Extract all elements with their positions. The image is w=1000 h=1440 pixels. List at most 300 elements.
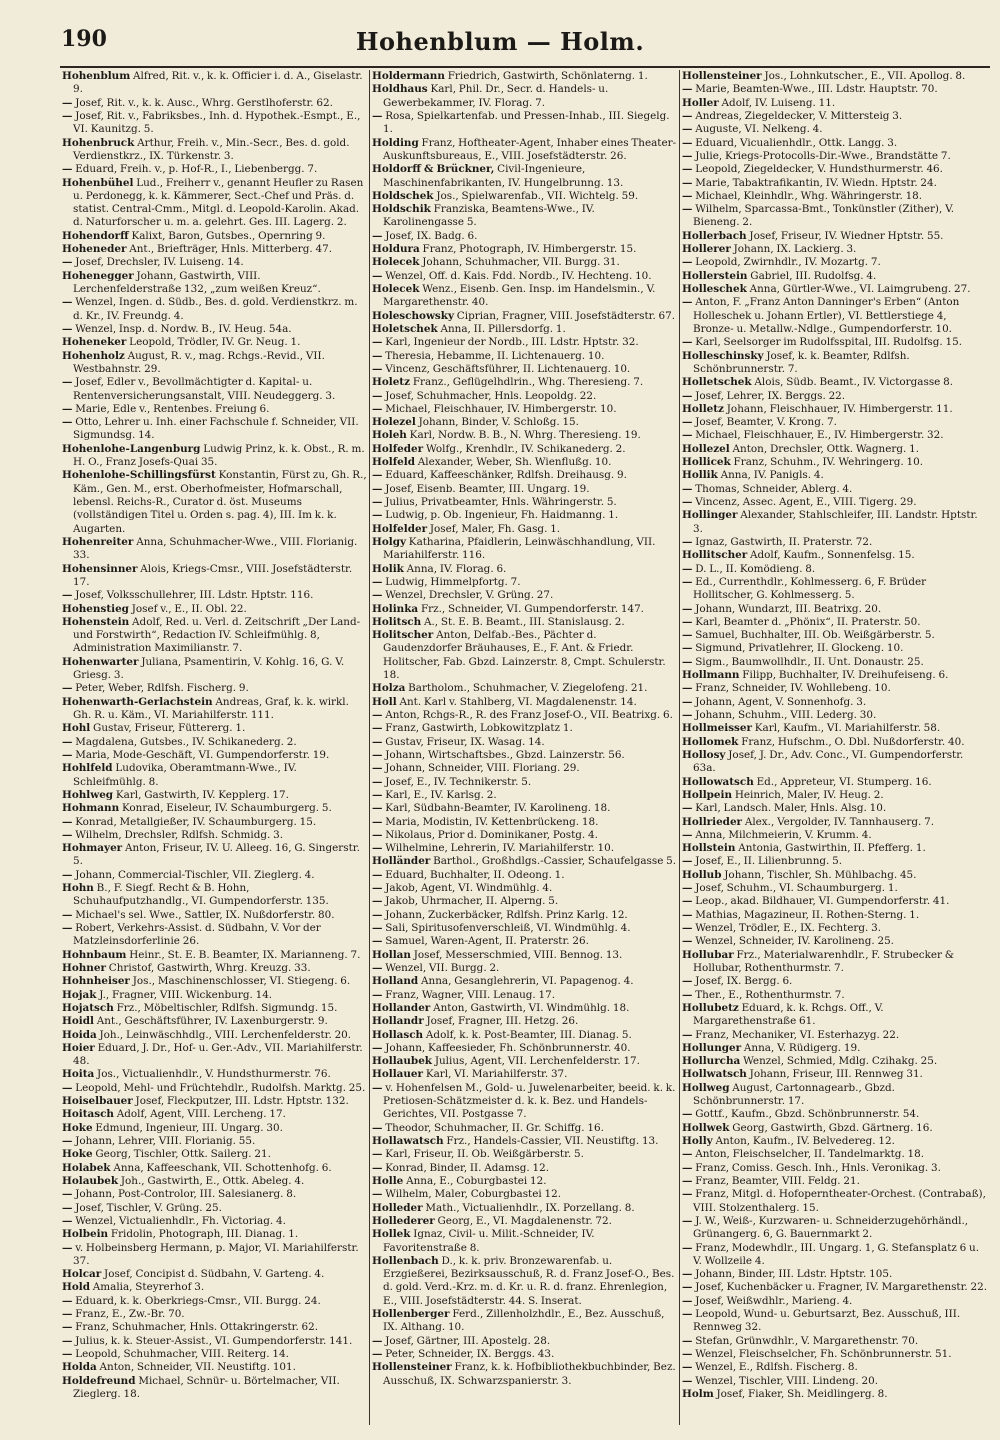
- entry-surname: —: [682, 655, 693, 668]
- directory-entry: [372, 230, 678, 243]
- directory-entry: [682, 150, 988, 163]
- entry-surname: —: [372, 908, 383, 921]
- entry-surname: Hollurcha: [682, 1055, 741, 1068]
- entry-surname: Hollaubek: [372, 1055, 433, 1068]
- entry-surname: —: [372, 815, 383, 828]
- entry-details: Michael's sel. Wwe., Sattler, IX. Nußdorferstr. 80.: [72, 908, 335, 921]
- entry-details: Alois, Südb. Beamt., IV. Victorgasse 8.: [751, 376, 954, 389]
- page-title: Hohenblum — Holm.: [355, 27, 645, 56]
- entry-surname: —: [372, 362, 383, 375]
- entry-surname: Holetschek: [372, 322, 438, 335]
- entry-details: Johann, Lehrer, VIII. Florianig. 55.: [72, 1135, 256, 1147]
- entry-details: Josef, Maler, Fh. Gasg. 1.: [427, 522, 561, 535]
- directory-entry: [682, 949, 988, 976]
- directory-entry: [682, 669, 988, 682]
- entry-surname: Hoidl: [62, 1015, 94, 1028]
- entry-details: Franz, Modewhdlr., III. Ungarg. 1, G. Stefansplatz 6 u. V. Wollzeile 4.: [692, 1241, 980, 1267]
- entry-details: Ant., Geschäftsführer, IV. Laxenburgerstr. 9.: [93, 1015, 328, 1028]
- entry-details: Eduard, Buchhalter, II. Odeong. 1.: [382, 868, 565, 881]
- directory-entry: [682, 1188, 988, 1215]
- column-2: [372, 70, 678, 1425]
- entry-surname: Hollederer: [372, 1214, 435, 1227]
- entry-surname: —: [682, 975, 693, 988]
- directory-entry: [372, 935, 678, 948]
- directory-entry: [682, 1135, 988, 1148]
- entry-details: Jos., Spielwarenfab., VII. Wichtelg. 59.: [433, 189, 639, 202]
- entry-details: Samuel, Waren-Agent, II. Praterstr. 26.: [382, 935, 589, 948]
- entry-details: Franziska, Beamtens-Wwe., IV. Karolinengasse 5.: [383, 203, 595, 229]
- entry-surname: —: [372, 988, 383, 1001]
- entry-details: Karl, Nordw. B. B., N. Whrg. Theresieng. 19.: [406, 429, 641, 442]
- entry-surname: Holdhaus: [372, 83, 428, 96]
- entry-surname: Hollerbach: [682, 229, 747, 242]
- directory-entry: [682, 1242, 988, 1269]
- directory-entry: [372, 1228, 678, 1255]
- directory-entry: [682, 736, 988, 749]
- directory-entry: [682, 776, 988, 789]
- directory-entry: [682, 1002, 988, 1029]
- entry-surname: Holfeld: [372, 456, 415, 469]
- entry-details: Anton, F. „Franz Anton Danninger's Erben“ (Anton Holleschek u. Johann Ertler), VI. Bettlerstiege 4, Bronze- u. Metallw.-Ndlge., Gumpendorferstr. 10.: [692, 296, 960, 335]
- directory-entry: [372, 137, 678, 164]
- entry-surname: Hollik: [682, 469, 718, 482]
- directory-entry: [62, 762, 367, 789]
- directory-entry: [682, 509, 988, 536]
- directory-entry: [682, 909, 988, 922]
- entry-details: Anton, Schneider, VII. Neustiftg. 101.: [96, 1361, 296, 1374]
- entry-details: Anna, Milchmeierin, V. Krumm. 4.: [692, 828, 872, 841]
- entry-surname: Holecek: [372, 256, 420, 269]
- entry-surname: —: [682, 189, 693, 202]
- directory-entry: [372, 270, 678, 283]
- entry-details: Bartholom., Schuhmacher, V. Ziegelofeng. 21.: [405, 682, 648, 695]
- entry-details: Josef, Lehrer, IX. Berggs. 22.: [692, 389, 846, 402]
- directory-entry: [682, 469, 988, 482]
- directory-entry: [682, 270, 988, 283]
- entry-surname: —: [372, 1188, 383, 1201]
- directory-entry: [372, 1148, 678, 1161]
- entry-details: Johann, Wundarzt, III. Beatrixg. 20.: [692, 602, 882, 615]
- entry-details: Wenzel, Tischler, VIII. Lindeng. 20.: [692, 1374, 879, 1387]
- entry-surname: Hohmayer: [62, 842, 123, 855]
- directory-entry: [682, 137, 988, 150]
- directory-entry: [682, 1335, 988, 1348]
- directory-entry: [682, 549, 988, 562]
- directory-entry: [62, 1242, 367, 1269]
- entry-surname: Holler: [682, 96, 719, 109]
- directory-entry: [372, 829, 678, 842]
- entry-surname: Hohenstieg: [62, 602, 129, 615]
- entry-details: Konrad, Metallgießer, IV. Schaumburgerg. 15.: [72, 815, 317, 828]
- entry-surname: —: [372, 828, 383, 841]
- directory-entry: [372, 749, 678, 762]
- entry-surname: —: [682, 882, 693, 895]
- entry-details: Gustav, Friseur, Füttererg. 1.: [90, 722, 246, 735]
- directory-entry: [62, 1375, 367, 1402]
- entry-details: Ludwig Prinz, k. k. Obst., R. m. H. O., Franz Josefs-Quai 35.: [73, 442, 365, 469]
- entry-details: Wenzel, E., Rdlfsh. Fischerg. 8.: [692, 1361, 858, 1374]
- entry-surname: Holbein: [62, 1228, 109, 1241]
- entry-details: Franz, Gastwirth, Lobkowitzplatz 1.: [382, 722, 573, 735]
- directory-entry: [62, 949, 367, 962]
- entry-details: Auguste, VI. Nelkeng. 4.: [692, 123, 823, 136]
- entry-surname: —: [372, 1081, 383, 1094]
- entry-details: Eduard, k. k. Oberkriegs-Cmsr., VII. Burgg. 24.: [72, 1294, 321, 1307]
- entry-surname: —: [62, 416, 73, 429]
- directory-entry: [62, 816, 367, 829]
- directory-entry: [682, 789, 988, 802]
- entry-details: August, Cartonnagearb., Gbzd. Schönbrunnerstr. 17.: [693, 1081, 895, 1108]
- entry-details: Anna, IV. Panigls. 4.: [717, 469, 824, 482]
- entry-surname: Holding: [372, 136, 419, 149]
- entry-details: Vincenz, Assec. Agent, E., VIII. Tigerg. 29.: [692, 496, 917, 508]
- entry-surname: Holleder: [372, 1201, 423, 1214]
- directory-entry: [372, 70, 678, 83]
- directory-entry: [682, 563, 988, 576]
- entry-surname: Hollubar: [682, 948, 734, 961]
- directory-entry: [62, 736, 367, 749]
- entry-surname: Holl: [372, 695, 397, 708]
- entry-details: Ludovika, Oberamtmann-Wwe., IV. Schleifmühlg. 8.: [73, 762, 297, 788]
- directory-entry: [62, 1295, 367, 1308]
- entry-details: Karl, Gastwirth, IV. Kepplerg. 17.: [113, 788, 289, 801]
- entry-surname: —: [372, 935, 383, 948]
- entry-details: Julius, Privatbeamter, Hnls. Währingerstr. 5.: [382, 496, 617, 508]
- entry-details: Josef, Weißwdhlr., Marieng. 4.: [692, 1294, 853, 1307]
- entry-surname: —: [682, 629, 693, 642]
- header-rule: [60, 66, 990, 68]
- entry-surname: —: [682, 1028, 693, 1041]
- entry-surname: Hold: [62, 1281, 90, 1294]
- entry-surname: —: [372, 1148, 383, 1161]
- directory-entry: [372, 1042, 678, 1055]
- entry-details: Lud., Freiherr v., genannt Heufler zu Rasen u. Perdonegg, k. k. Kämmerer, Sect.-Chef und Präs. d. statist. Central-Cmm., Mitgl. d. Leopold-Karolin. Akad. d. Naturforscher u. m. a. gelehrt. Ges. III. Lagerg. 2.: [73, 176, 364, 229]
- entry-surname: Hollensteiner: [682, 70, 762, 82]
- entry-surname: Holletz: [682, 402, 724, 415]
- entry-surname: Hollub: [682, 868, 722, 881]
- entry-details: Georg, Tischler, Ottk. Sailerg. 21.: [92, 1148, 271, 1161]
- directory-entry: [62, 1162, 367, 1175]
- entry-surname: —: [372, 961, 383, 974]
- entry-details: Josef, J. Dr., Adv. Conc., VI. Gumpendorferstr. 63a.: [693, 748, 964, 775]
- entry-surname: Holdschik: [372, 203, 431, 216]
- entry-surname: Hollstein: [682, 842, 736, 855]
- entry-details: Andreas, Ziegeldecker, V. Mittersteig 3.: [692, 109, 903, 122]
- entry-details: Adolf, Red. u. Verl. d. Zeitschrift „Der Land- und Forstwirth“, Redaction IV. Schleifmühlg. 8, Administration Maximilianstr. 7.: [73, 615, 361, 655]
- entry-surname: Hohnheiser: [62, 975, 130, 988]
- directory-entry: [372, 589, 678, 602]
- entry-details: Wenzel, Schneider, IV. Karolineng. 25.: [692, 935, 894, 948]
- entry-details: Wenzel, Fleischselcher, Fh. Schönbrunnerstr. 51.: [692, 1348, 952, 1360]
- entry-details: Wilhelm, Drechsler, Rdlfsh. Schmidg. 3.: [72, 828, 284, 841]
- directory-entry: [682, 1122, 988, 1135]
- entry-details: Josef, Drechsler, IV. Luiseng. 14.: [72, 256, 244, 269]
- entry-surname: —: [62, 1308, 73, 1321]
- directory-entry: [62, 749, 367, 762]
- entry-details: Josef, E., IV. Technikerstr. 5.: [382, 775, 532, 788]
- directory-entry: [372, 869, 678, 882]
- entry-surname: Holfeder: [372, 442, 424, 455]
- entry-surname: Hohnbaum: [62, 948, 127, 961]
- directory-entry: [372, 563, 678, 576]
- entry-surname: Hollandr: [372, 1015, 424, 1028]
- entry-details: Franz, Photograph, IV. Himbergerstr. 15.: [419, 243, 637, 256]
- entry-surname: —: [682, 1241, 693, 1254]
- entry-details: Leopold, Wund- u. Geburtsarzt, Bez. Ausschuß, III. Rennweg 32.: [692, 1308, 961, 1334]
- entry-surname: Hollwek: [682, 1121, 730, 1134]
- entry-details: Josef, Schuhmacher, Hnls. Leopoldg. 22.: [382, 389, 597, 402]
- directory-entry: [682, 1175, 988, 1188]
- entry-details: Julie, Kriegs-Protocolls-Dir.-Wwe., Brandstätte 7.: [692, 149, 951, 162]
- directory-entry: [682, 1162, 988, 1175]
- directory-entry: [682, 336, 988, 349]
- entry-details: Josef, Schuhm., VI. Schaumburgerg. 1.: [692, 882, 898, 895]
- entry-surname: Holecek: [372, 283, 420, 295]
- directory-entry: [62, 722, 367, 735]
- entry-details: Adolf, Agent, VIII. Lercheng. 17.: [113, 1108, 286, 1121]
- entry-surname: —: [682, 1161, 693, 1174]
- entry-details: Ludwig, Himmelpfortg. 7.: [382, 575, 521, 588]
- entry-surname: —: [682, 163, 693, 176]
- entry-details: Wenz., Eisenb. Gen. Insp. im Handelsmin., V. Margarethenstr. 40.: [383, 283, 656, 309]
- entry-details: Franz, E., Zw.-Br. 70.: [72, 1308, 185, 1321]
- directory-entry: [62, 1042, 367, 1069]
- entry-surname: Holezel: [372, 416, 416, 429]
- entry-details: Karl, Kaufm., VI. Mariahilferstr. 58.: [751, 722, 941, 735]
- entry-details: Eduard, k. k. Rchgs. Off., V. Margarethenstraße 61.: [693, 1001, 884, 1028]
- directory-entry: [62, 1335, 367, 1348]
- entry-surname: —: [372, 775, 383, 788]
- directory-entry: [682, 536, 988, 549]
- entry-details: Franz, Schneider, IV. Wohllebeng. 10.: [692, 682, 891, 695]
- entry-details: Math., Victualienhdlr., IX. Porzellang. 8.: [422, 1201, 635, 1214]
- column-3: [682, 70, 988, 1425]
- entry-details: Franz, Schuhmacher, Hnls. Ottakringerstr. 62.: [72, 1321, 319, 1334]
- entry-details: Wenzel, Off. d. Kais. Fdd. Nordb., IV. Hechteng. 10.: [382, 269, 652, 282]
- directory-entry: [372, 1002, 678, 1015]
- directory-entry: [682, 1108, 988, 1121]
- entry-details: Karl, VI. Mariahilferstr. 37.: [423, 1068, 568, 1081]
- entry-surname: —: [372, 1334, 383, 1347]
- directory-entry: [682, 70, 988, 83]
- directory-entry: [62, 1188, 367, 1201]
- directory-entry: [372, 1122, 678, 1135]
- directory-entry: [372, 603, 678, 616]
- entry-surname: —: [682, 562, 693, 575]
- entry-details: Leopold, Ziegeldecker, V. Hundsthurmerstr. 46.: [692, 163, 943, 176]
- entry-surname: —: [682, 416, 693, 429]
- entry-surname: Hohn: [62, 882, 94, 895]
- directory-entry: [682, 1268, 988, 1281]
- entry-details: Ed., Appreteur, VI. Stumperg. 16.: [753, 775, 932, 788]
- directory-entry: [372, 1361, 678, 1388]
- entry-surname: Holle: [372, 1174, 404, 1187]
- entry-details: Jos., Maschinenschlosser, VI. Stiegeng. 6.: [129, 975, 351, 988]
- directory-entry: [62, 296, 367, 323]
- directory-entry: [372, 1308, 678, 1335]
- entry-details: Kalixt, Baron, Gutsbes., Opernring 9.: [128, 229, 326, 242]
- entry-details: Johann, Gastwirth, VIII. Lerchenfelderstraße 132, „zum weißen Kreuz“.: [73, 269, 321, 295]
- entry-details: Gabriel, III. Rudolfsg. 4.: [747, 269, 877, 282]
- directory-entry: [372, 483, 678, 496]
- directory-entry: [372, 1082, 678, 1122]
- directory-entry: [682, 922, 988, 935]
- entry-surname: —: [62, 682, 73, 695]
- directory-entry: [62, 909, 367, 922]
- entry-details: Sali, Spiritusofenverschleiß, VI. Windmühlg. 4.: [382, 922, 631, 934]
- entry-surname: Hollitscher: [682, 549, 748, 562]
- entry-details: Jakob, Uhrmacher, II. Alperng. 5.: [382, 895, 559, 908]
- entry-surname: —: [682, 1334, 693, 1347]
- entry-details: Julius, k. k. Steuer-Assist., VI. Gumpendorferstr. 141.: [72, 1334, 353, 1347]
- entry-details: Josef, Messerschmied, VIII. Bennog. 13.: [410, 948, 623, 961]
- directory-entry: [62, 443, 367, 470]
- entry-surname: —: [372, 1121, 383, 1134]
- directory-entry: [372, 523, 678, 536]
- directory-entry: [372, 429, 678, 442]
- entry-details: Wilhelm, Maler, Coburgbastei 12.: [382, 1188, 562, 1201]
- directory-entry: [682, 1082, 988, 1109]
- directory-entry: [682, 1029, 988, 1042]
- directory-entry: [682, 829, 988, 842]
- entry-details: Maria, Mode-Geschäft, VI. Gumpendorferstr. 19.: [72, 748, 330, 761]
- directory-entry: [372, 1188, 678, 1201]
- entry-surname: —: [62, 402, 73, 415]
- entry-surname: Hohl: [62, 722, 91, 735]
- entry-details: Alexander, Weber, Sh. Wienflußg. 10.: [415, 456, 612, 469]
- entry-details: Jos., Lohnkutscher., E., VII. Apollog. 8.: [761, 70, 966, 82]
- entry-details: Adolf, k. k. Post-Beamter, III. Dianag. 5.: [423, 1028, 632, 1041]
- entry-details: Michael, Schnür- u. Börtelmacher, VII. Zieglerg. 18.: [73, 1374, 340, 1400]
- entry-surname: —: [372, 402, 383, 415]
- entry-surname: —: [682, 695, 693, 708]
- directory-entry: [372, 1135, 678, 1148]
- entry-surname: Hollek: [372, 1228, 411, 1241]
- entry-details: Alfred, Rit. v., k. k. Officier i. d. A., Giselastr. 9.: [73, 70, 363, 96]
- directory-entry: [682, 123, 988, 136]
- entry-surname: Hollasch: [372, 1028, 424, 1041]
- entry-details: Josef, Beamter, V. Krong. 7.: [692, 416, 837, 429]
- directory-entry: [372, 1255, 678, 1308]
- directory-entry: [62, 416, 367, 443]
- entry-surname: Hohenholz: [62, 349, 125, 362]
- directory-entry: [682, 203, 988, 230]
- entry-details: Rosa, Spielkartenfab. und Pressen-Inhab., III. Siegelg. 1.: [382, 109, 670, 136]
- entry-details: Otto, Lehrer u. Inh. einer Fachschule f. Schneider, VII. Sigmundsg. 14.: [72, 416, 359, 442]
- entry-surname: —: [62, 828, 73, 841]
- entry-surname: —: [372, 748, 383, 761]
- directory-entry: [372, 336, 678, 349]
- entry-details: Karl, Phil. Dr., Secr. d. Handels- u. Gewerbekammer, IV. Florag. 7.: [383, 83, 609, 109]
- entry-surname: Hollosy: [682, 748, 726, 761]
- directory-entry: [372, 802, 678, 815]
- entry-details: Ignaz, Gastwirth, II. Praterstr. 72.: [692, 535, 873, 548]
- directory-entry: [682, 1281, 988, 1294]
- entry-details: Josef, Edler v., Bevollmächtigter d. Kapital- u. Rentenversicherungsanstalt, VIII. Neudeggerg. 3.: [72, 376, 336, 402]
- directory-entry: [682, 1308, 988, 1335]
- entry-surname: Holaubek: [62, 1174, 119, 1187]
- directory-entry: [372, 203, 678, 230]
- entry-details: Franz, Beamter, VIII. Feldg. 21.: [692, 1174, 860, 1187]
- entry-details: Marie, Tabaktrafikantin, IV. Wiedn. Hptstr. 24.: [692, 176, 937, 189]
- entry-details: Stefan, Grünwdhlr., V. Margarethenstr. 70.: [692, 1334, 919, 1347]
- entry-details: Ludwig, p. Ob. Ingenieur, Fh. Haidmanng. 1.: [382, 509, 619, 522]
- entry-details: Leopold, Mehl- und Früchtehdlr., Rudolfsh. Marktg. 25.: [72, 1081, 366, 1094]
- directory-entry: [682, 842, 988, 855]
- entry-details: Andreas, Graf, k. k. wirkl. Gh. R. u. Käm., VI. Mariahilferstr. 111.: [73, 695, 349, 721]
- entry-details: Johann, Post-Controlor, III. Salesianerg. 8.: [72, 1188, 297, 1201]
- entry-details: Antonia, Gastwirthin, II. Pfefferg. 1.: [735, 842, 926, 855]
- directory-entry: [682, 642, 988, 655]
- entry-details: Anna, II. Pillersdorfg. 1.: [437, 322, 566, 335]
- entry-details: Leopold, Trödler, IV. Gr. Neug. 1.: [126, 336, 301, 349]
- entry-details: Josef, Kuchenbäcker u. Fragner, IV. Margarethenstr. 22.: [692, 1281, 988, 1294]
- entry-surname: —: [62, 1081, 73, 1094]
- directory-entry: [372, 469, 678, 482]
- column-divider: [369, 70, 370, 1425]
- directory-entry: [682, 616, 988, 629]
- entry-details: Wenzel, Schmied, Mdlg. Czihakg. 25.: [740, 1055, 938, 1068]
- directory-entry: [372, 496, 678, 509]
- directory-entry: [62, 403, 367, 416]
- entry-details: Anna, E., Coburgbastei 12.: [403, 1174, 547, 1187]
- entry-details: Peter, Schneider, IX. Berggs. 43.: [382, 1348, 555, 1360]
- entry-details: Josef, Rit. v., k. k. Ausc., Whrg. Gerstlhoferstr. 62.: [72, 96, 333, 109]
- entry-surname: —: [372, 336, 383, 349]
- entry-surname: —: [62, 1321, 73, 1334]
- directory-entry: [62, 603, 367, 616]
- entry-surname: —: [682, 1374, 693, 1387]
- entry-surname: Hohenlohe-Schillingsfürst: [62, 469, 216, 482]
- entry-details: Josef, Eisenb. Beamter, III. Ungarg. 19.: [382, 482, 590, 495]
- directory-entry: [682, 749, 988, 776]
- entry-surname: —: [372, 788, 383, 801]
- entry-surname: Holland: [372, 975, 419, 988]
- entry-details: Wenzel, Victualienhdlr., Fh. Victoriag. 4.: [72, 1214, 286, 1227]
- entry-details: Karl, Seelsorger im Rudolfsspital, III. Rudolfsg. 15.: [692, 336, 963, 349]
- entry-details: Karl, Landsch. Maler, Hnls. Alsg. 10.: [692, 802, 887, 815]
- directory-entry: [62, 563, 367, 590]
- directory-entry: [62, 842, 367, 869]
- directory-entry: [62, 802, 367, 815]
- directory-entry: [372, 882, 678, 895]
- directory-entry: [372, 696, 678, 709]
- entry-surname: —: [682, 575, 693, 588]
- directory-entry: [372, 536, 678, 563]
- directory-entry: [682, 895, 988, 908]
- directory-entry: [62, 1281, 367, 1294]
- entry-surname: —: [62, 748, 73, 761]
- entry-details: Johann, Wirtschaftsbes., Gbzd. Lainzerstr. 56.: [382, 748, 625, 761]
- entry-details: Wenzel, Ingen. d. Südb., Bes. d. gold. Verdienstkrz. m. d. Kr., IV. Freundg. 4.: [72, 296, 358, 322]
- directory-entry: [372, 350, 678, 363]
- entry-surname: Holdura: [372, 243, 420, 256]
- entry-details: Julius, Agent, VII. Lerchenfelderstr. 17.: [432, 1055, 640, 1068]
- directory-entry: [372, 816, 678, 829]
- directory-entry: [682, 243, 988, 256]
- entry-surname: —: [682, 535, 693, 548]
- entry-surname: Hojak: [62, 988, 97, 1001]
- directory-entry: [372, 83, 678, 110]
- entry-surname: Holza: [372, 682, 406, 695]
- directory-entry: [372, 962, 678, 975]
- directory-entry: [682, 855, 988, 868]
- entry-details: Josef, Concipist d. Südbahn, V. Garteng. 4.: [101, 1268, 325, 1281]
- entry-surname: Holcar: [62, 1268, 102, 1281]
- entry-details: Anton, Kaufm., IV. Belvedereg. 12.: [712, 1135, 895, 1147]
- entry-details: Karl, Ingenieur der Nordb., III. Ldstr. Hptstr. 32.: [382, 336, 639, 349]
- entry-surname: Holik: [372, 562, 404, 575]
